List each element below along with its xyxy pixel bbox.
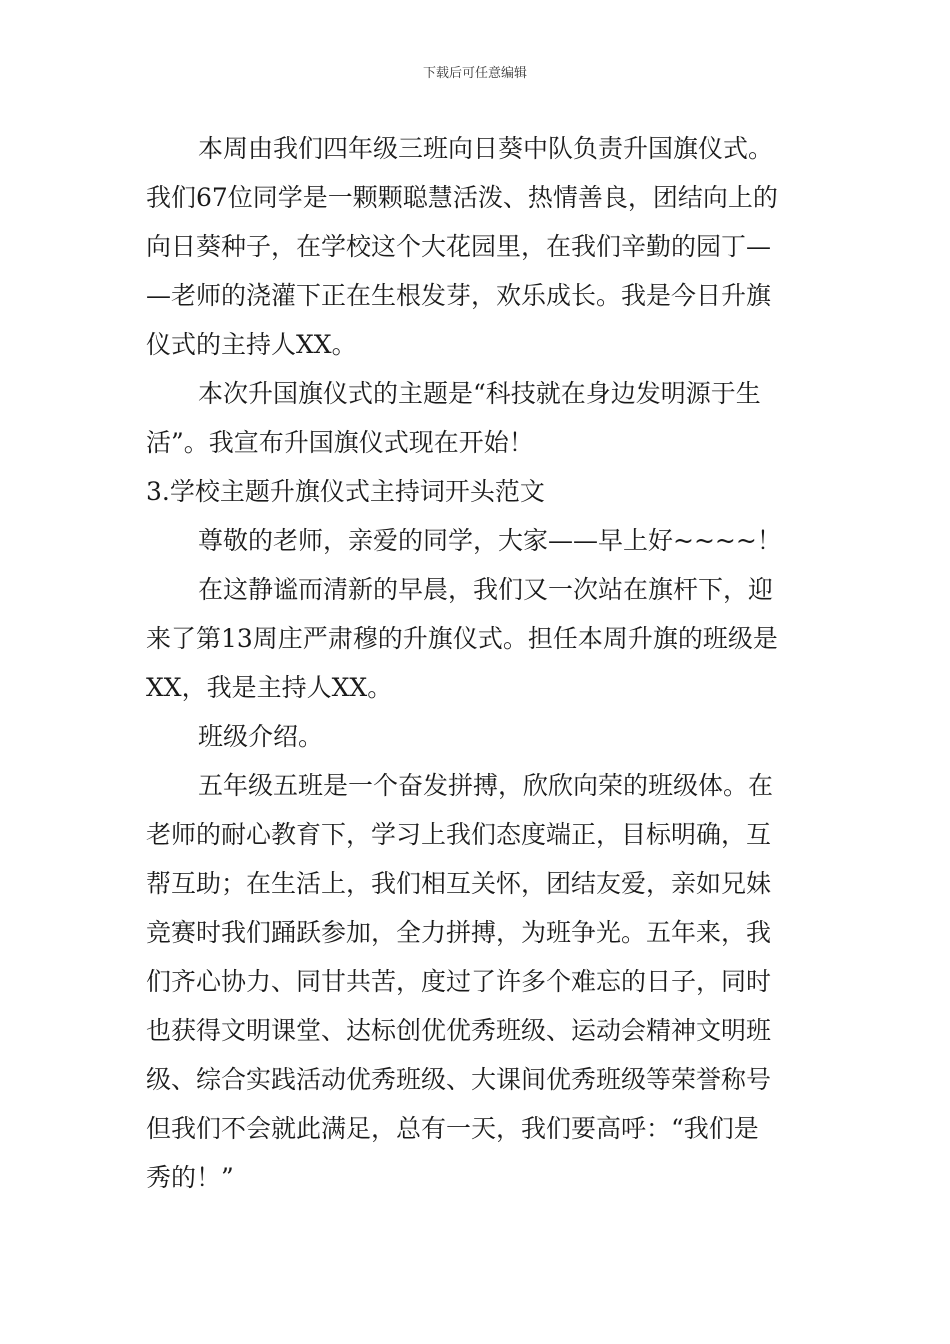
text-line: 班级介绍。 (198, 722, 324, 751)
text-line: 秀的！” (146, 1163, 234, 1192)
text-line: 来了第13周庄严肃穆的升旗仪式。担任本周升旗的班级是 (146, 624, 778, 653)
text-line: 但我们不会就此满足，总有一天，我们要高呼：“我们是 (146, 1114, 759, 1143)
document-body (146, 124, 810, 1202)
text-line: XX，我是主持人XX。 (146, 673, 393, 702)
text-line: 活”。我宣布升国旗仪式现在开始！ (146, 428, 534, 457)
text-line: 本周由我们四年级三班向日葵中队负责升国旗仪式。 (198, 134, 774, 163)
text-line: 级、综合实践活动优秀班级、大课间优秀班级等荣誉称号 (146, 1065, 772, 1094)
text-line: 帮互助；在生活上，我们相互关怀，团结友爱，亲如兄妹 (146, 869, 772, 898)
text-line: 本次升国旗仪式的主题是“科技就在身边发明源于生 (198, 379, 761, 408)
text-line: 在这静谧而清新的早晨，我们又一次站在旗杆下，迎 (198, 575, 774, 604)
text-line: 仪式的主持人XX。 (146, 330, 357, 359)
text-line: —老师的浇灌下正在生根发芽，欢乐成长。我是今日升旗 (146, 281, 772, 310)
text-line: 向日葵种子，在学校这个大花园里，在我们辛勤的园丁— (146, 232, 772, 261)
text-line: 五年级五班是一个奋发拼搏，欣欣向荣的班级体。在 (198, 771, 774, 800)
text-line: 我们67位同学是一颗颗聪慧活泼、热情善良，团结向上的 (146, 183, 778, 212)
text-line: 竞赛时我们踊跃参加，全力拼搏，为班争光。五年来，我 (146, 918, 772, 947)
text-line: 也获得文明课堂、达标创优优秀班级、运动会精神文明班 (146, 1016, 772, 1045)
text-line: 老师的耐心教育下，学习上我们态度端正，目标明确，互 (146, 820, 772, 849)
page-header: 下载后可任意编辑 (422, 66, 527, 81)
text-line: 们齐心协力、同甘共苦，度过了许多个难忘的日子，同时 (146, 967, 772, 996)
text-line: 3.学校主题升旗仪式主持词开头范文 (146, 477, 545, 506)
text-line: 尊敬的老师，亲爱的同学，大家——早上好~~~~！ (198, 526, 782, 555)
